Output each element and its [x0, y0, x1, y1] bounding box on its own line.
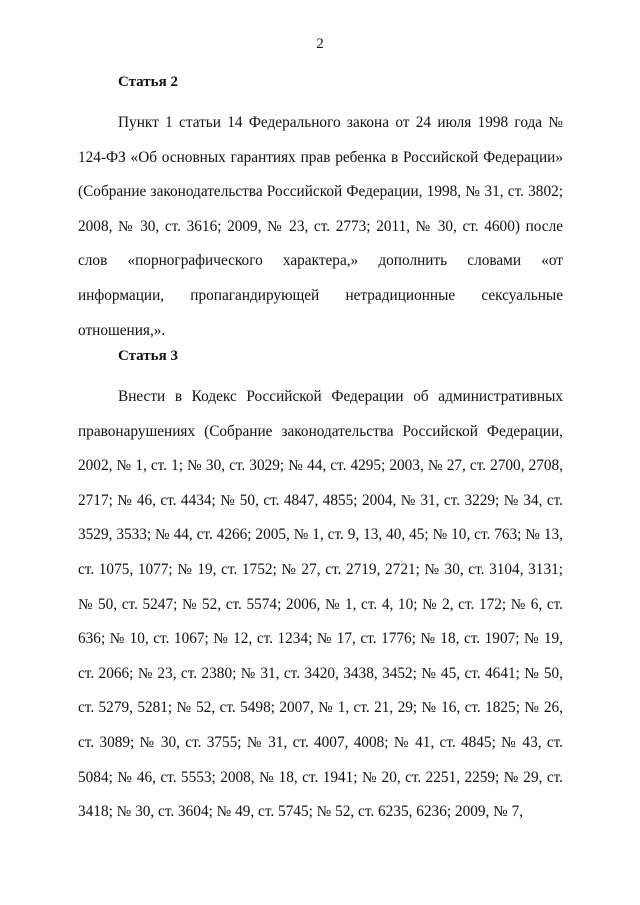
- article-paragraph: Пункт 1 статьи 14 Федерального закона от 24 июля 1998 года № 124-ФЗ «Об основных гарантиях прав ребенка в Российской Федерации» (Собрание законодательства Российской Федерации, 1998, № 31, ст. 3802; 2008, № 30, ст. 3616; 2009, № 23, ст. 2773; 2011, № 30, ст. 4600) после слов «порнографического характера,» дополнить словами «от информации, пропагандирующей нетрадиционные сексуальные отношения,».: [78, 114, 563, 339]
- article-2: [78, 72, 563, 348]
- article-heading: Статья 2: [118, 74, 178, 90]
- page-number: 2: [316, 36, 324, 52]
- article-heading: Статья 3: [118, 348, 178, 364]
- article-3: [78, 346, 563, 830]
- article-paragraph: Внести в Кодекс Российской Федерации об административных правонарушениях (Собрание законодательства Российской Федерации, 2002, № 1, ст. 1; № 30, ст. 3029; № 44, ст. 4295; 2003, № 27, ст. 2700, 2708, 2717; № 46, ст. 4434; № 50, ст. 4847, 4855; 2004, № 31, ст. 3229; № 34, ст. 3529, 3533; № 44, ст. 4266; 2005, № 1, ст. 9, 13, 40, 45; № 10, ст. 763; № 13, ст. 1075, 1077; № 19, ст. 1752; № 27, ст. 2719, 2721; № 30, ст. 3104, 3131; № 50, ст. 5247; № 52, ст. 5574; 2006, № 1, ст. 4, 10; № 2, ст. 172; № 6, ст. 636; № 10, ст. 1067; № 12, ст. 1234; № 17, ст. 1776; № 18, ст. 1907; № 19, ст. 2066; № 23, ст. 2380; № 31, ст. 3420, 3438, 3452; № 45, ст. 4641; № 50, ст. 5279, 5281; № 52, ст. 5498; 2007, № 1, ст. 21, 29; № 16, ст. 1825; № 26, ст. 3089; № 30, ст. 3755; № 31, ст. 4007, 4008; № 41, ст. 4845; № 43, ст. 5084; № 46, ст. 5553; 2008, № 18, ст. 1941; № 20, ст. 2251, 2259; № 29, ст. 3418; № 30, ст. 3604; № 49, ст. 5745; № 52, ст. 6235, 6236; 2009, № 7,: [78, 388, 563, 821]
